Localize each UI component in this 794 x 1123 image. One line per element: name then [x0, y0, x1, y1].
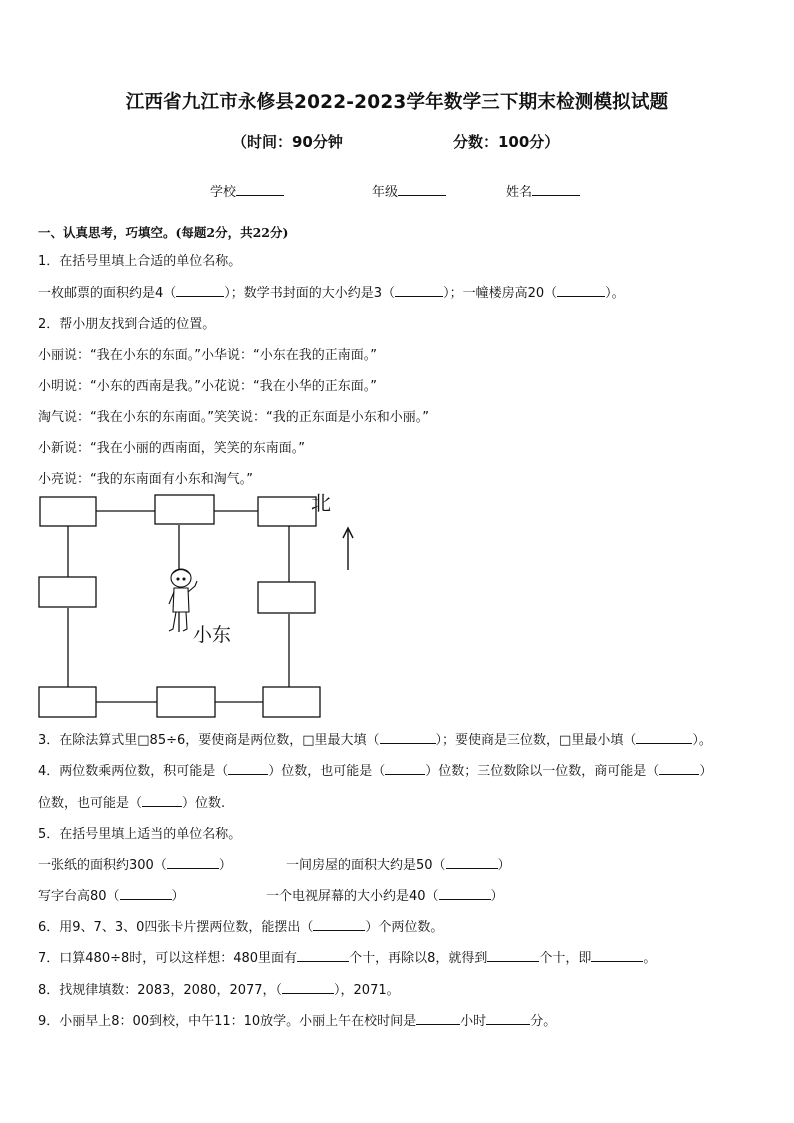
q5-blank-1[interactable]: [167, 857, 219, 869]
q1-line: [38, 282, 625, 301]
q8-blank-1[interactable]: [282, 982, 334, 994]
q9-text-a: 9．小丽早上8：00到校，中午11：10放学。小丽上午在校时间是: [38, 1014, 417, 1029]
q2-stem: 2．帮小朋友找到合适的位置。: [38, 317, 216, 332]
position-box-bottom-left[interactable]: [39, 687, 96, 717]
q4-text-d: ）: [699, 764, 713, 779]
q5-item-c: [38, 885, 185, 904]
q3-blank-1[interactable]: [380, 732, 436, 744]
q4-text-e: 位数，也可能是（: [38, 796, 143, 811]
q7-text-c: 个十，即: [539, 951, 592, 966]
section-heading: 一、认真思考，巧填空。(每题2分，共22分): [38, 225, 289, 240]
q7-text-b: 个十，再除以8，就得到: [349, 951, 488, 966]
q5-text-d: 一个电视屏幕的大小约是40（: [266, 889, 439, 904]
q9-text-b: 小时: [460, 1014, 487, 1029]
position-box-bottom-right[interactable]: [263, 687, 320, 717]
grade-label: 年级: [372, 185, 399, 200]
q3-text-c: ）。: [692, 733, 712, 748]
q3-line: [38, 729, 712, 748]
q9-blank-2[interactable]: [486, 1013, 530, 1025]
q1-blank-3[interactable]: [557, 285, 605, 297]
q8-text-a: 8．找规律填数：2083，2080，2077，（: [38, 983, 283, 998]
name-blank[interactable]: [532, 183, 580, 196]
q4-text-b: ）位数，也可能是（: [268, 764, 386, 779]
grade-blank[interactable]: [398, 183, 446, 196]
grade-field: [372, 181, 446, 200]
q4-text-c: ）位数；三位数除以一位数，商可能是（: [425, 764, 660, 779]
q5-item-b: [286, 854, 511, 873]
q2-line-5: 小亮说：“我的东南面有小东和淘气。”: [38, 472, 253, 487]
q1-text-a: 一枚邮票的面积约是4（: [38, 286, 177, 301]
q5-text-b: 一间房屋的面积大约是50（: [286, 858, 446, 873]
q8-text-b: ），2071。: [334, 983, 400, 998]
q3-text-a: 3．在除法算式里□85÷6，要使商是两位数，□里最大填（: [38, 733, 380, 748]
exam-time: （时间：90分钟: [232, 133, 343, 151]
q1-blank-2[interactable]: [395, 285, 443, 297]
q6-text-a: 6．用9、7、3、0四张卡片摆两位数，能摆出（: [38, 920, 314, 935]
q1-text-b: ）；数学书封面的大小约是3（: [224, 286, 396, 301]
q4-line-2: [38, 792, 225, 811]
q1-stem: 1．在括号里填上合适的单位名称。: [38, 254, 242, 269]
position-box-top-right[interactable]: [258, 497, 316, 526]
q2-line-3: 淘气说：“我在小东的东南面。”笑笑说：“我的正东面是小东和小丽。”: [38, 410, 429, 425]
q4-line-1: [38, 760, 712, 779]
q4-blank-2[interactable]: [385, 763, 425, 775]
q5-text-a2: ）: [218, 858, 232, 873]
q3-text-b: ）；要使商是三位数，□里最小填（: [435, 733, 637, 748]
q3-blank-2[interactable]: [636, 732, 692, 744]
q5-item-d: [266, 885, 504, 904]
q7-blank-3[interactable]: [591, 950, 643, 962]
q9-text-c: 分。: [530, 1014, 557, 1029]
page-title: 江西省九江市永修县2022-2023学年数学三下期末检测模拟试题: [125, 92, 669, 113]
q7-line: [38, 947, 656, 966]
q5-blank-4[interactable]: [439, 888, 491, 900]
q6-line: [38, 916, 443, 935]
q7-blank-1[interactable]: [297, 950, 349, 962]
q2-line-2: 小明说：“小东的西南是我。”小花说：“我在小华的正东面。”: [38, 379, 377, 394]
q5-text-d2: ）: [490, 889, 504, 904]
position-diagram: [38, 494, 368, 720]
q5-text-c: 写字台高80（: [38, 889, 120, 904]
q2-line-1: 小丽说：“我在小东的东面。”小华说：“小东在我的正南面。”: [38, 348, 377, 363]
q4-text-f: ）位数.: [182, 796, 226, 811]
q5-text-c2: ）: [171, 889, 185, 904]
q1-text-c: ）；一幢楼房高20（: [443, 286, 558, 301]
q2-line-4: 小新说：“我在小丽的西南面，笑笑的东南面。”: [38, 441, 305, 456]
q5-stem: 5．在括号里填上适当的单位名称。: [38, 827, 242, 842]
q5-text-a: 一张纸的面积约300（: [38, 858, 167, 873]
q1-blank-1[interactable]: [176, 285, 224, 297]
name-label: 姓名: [506, 185, 533, 200]
exam-score: 分数：100分）: [453, 133, 560, 151]
q6-blank-1[interactable]: [313, 919, 365, 931]
school-field: [210, 181, 284, 200]
school-label: 学校: [210, 185, 237, 200]
q7-text-d: 。: [643, 951, 657, 966]
position-box-top-middle[interactable]: [155, 495, 214, 524]
q7-text-a: 7．口算480÷8时，可以这样想：480里面有: [38, 951, 298, 966]
q5-blank-2[interactable]: [446, 857, 498, 869]
position-box-right-middle[interactable]: [258, 582, 315, 613]
position-box-bottom-middle[interactable]: [157, 687, 215, 717]
q5-text-b2: ）: [497, 858, 511, 873]
q4-blank-3[interactable]: [659, 763, 699, 775]
q9-line: [38, 1010, 556, 1029]
school-blank[interactable]: [236, 183, 284, 196]
q9-blank-1[interactable]: [416, 1013, 460, 1025]
q7-blank-2[interactable]: [487, 950, 539, 962]
q4-blank-1[interactable]: [228, 763, 268, 775]
north-arrow-icon: [343, 528, 353, 570]
q4-blank-4[interactable]: [142, 795, 182, 807]
q1-text-d: ）。: [605, 286, 625, 301]
position-box-left-middle[interactable]: [39, 577, 96, 607]
xiaodong-label: 小东: [193, 624, 232, 646]
position-box-top-left[interactable]: [40, 497, 96, 526]
q5-item-a: [38, 854, 232, 873]
north-label: 北: [311, 491, 331, 515]
q4-text-a: 4．两位数乘两位数，积可能是（: [38, 764, 229, 779]
q8-line: [38, 979, 400, 998]
q5-blank-3[interactable]: [120, 888, 172, 900]
name-field: [506, 181, 580, 200]
q6-text-b: ）个两位数。: [365, 920, 444, 935]
